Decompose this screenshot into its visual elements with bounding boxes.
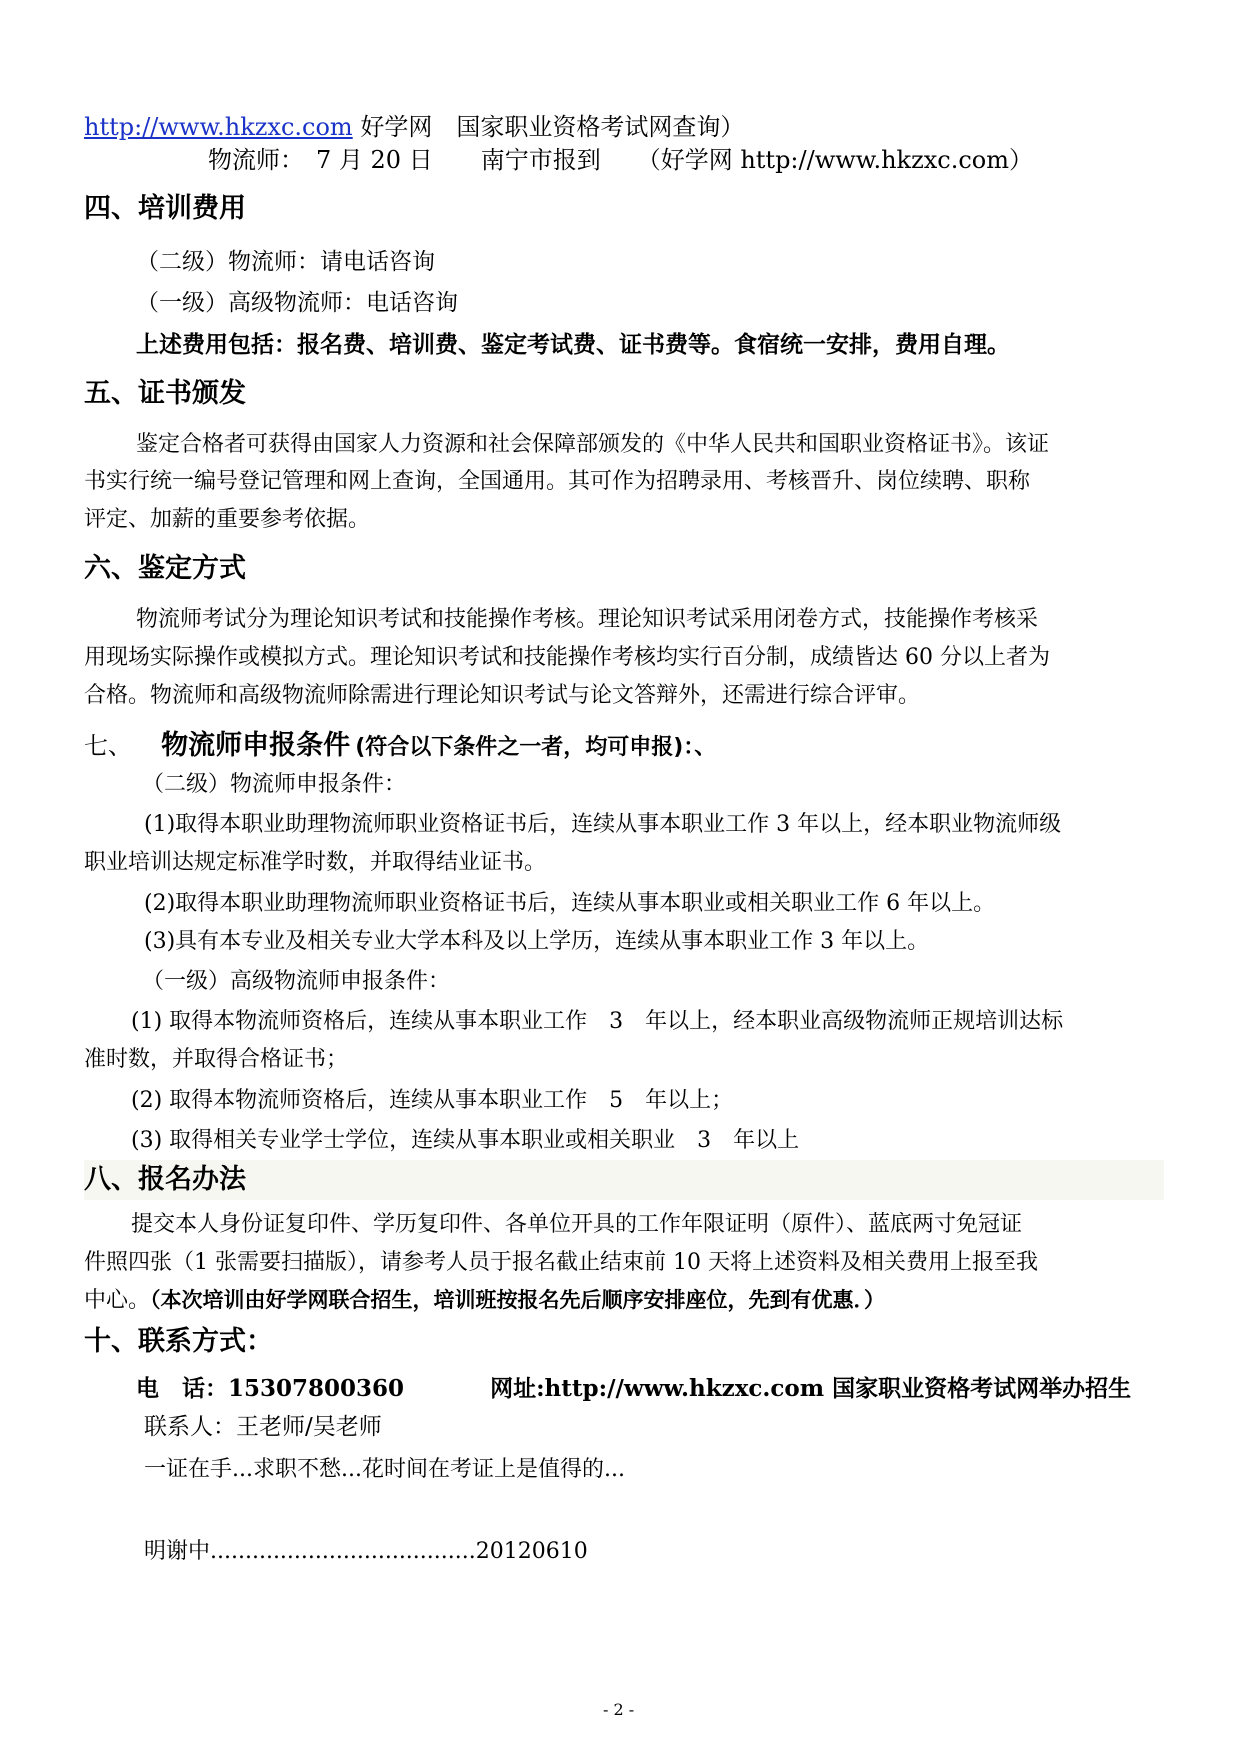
contact-person: 联系人：王老师/吴老师 [144,1414,382,1440]
sec6-line-3: 合格。物流师和高级物流师除需进行理论知识考试与论文答辩外，还需进行综合评审。 [84,683,921,708]
sec5-line-2: 书实行统一编号登记管理和网上查询，全国通用。其可作为招聘录用、考核晋升、岗位续聘、职称 [84,469,1031,494]
sec8-line-3 [84,1288,885,1314]
slogan: 一证在手...求职不愁...花时间在考证上是值得的... [144,1457,625,1482]
contact-website: 网址:http://www.hkzxc.com 国家职业资格考试网举办招生 [490,1375,1132,1402]
sec7-level1-title: （一级）高级物流师申报条件： [142,969,451,994]
contact-phone: 电 话：15307800360 [136,1375,405,1402]
section-4-heading: 四、培训费用 [84,193,246,224]
header-title: 好学网 国家职业资格考试网查询） [360,113,745,141]
fee-item-level1: （一级）高级物流师：电话咨询 [136,290,458,316]
header-line-2: 物流师： 7 月 20 日 南宁市报到 （好学网 http://www.hkzxc.com） [208,146,1033,174]
section-7-heading-note: (符合以下条件之一者，均可申报)：、 [355,735,717,760]
sec7-level1-cond-3: (3) 取得相关专业学士学位，连续从事本职业或相关职业 3 年以上 [131,1128,800,1153]
sec5-line-1: 鉴定合格者可获得由国家人力资源和社会保障部颁发的《中华人民共和国职业资格证书》。该证 [136,432,1050,457]
header-url-link[interactable]: http://www.hkzxc.com [84,113,353,141]
sec7-level1-cond-1b: 准时数，并取得合格证书； [84,1047,349,1072]
sec8-line-3-plain: 中心。 [84,1288,151,1313]
sec8-line-2: 件照四张（1 张需要扫描版），请参考人员于报名截止结束前 10 天将上述资料及相关费用上报至我 [84,1250,1038,1275]
section-10-heading: 十、联系方式： [84,1326,273,1357]
sec6-line-1: 物流师考试分为理论知识考试和技能操作考核。理论知识考试采用闭卷方式，技能操作考核采 [136,607,1039,632]
sec7-level2-title: （二级）物流师申报条件： [142,772,407,797]
sec7-level2-cond-2: (2)取得本职业助理物流师职业资格证书后，连续从事本职业或相关职业工作 6 年以上。 [144,891,996,916]
section-7-heading: 物流师申报条件 [161,730,351,761]
fee-includes-note: 上述费用包括：报名费、培训费、鉴定考试费、证书费等。食宿统一安排，费用自理。 [136,332,1010,358]
section-8-highlight [84,1160,1164,1200]
sec7-level2-cond-3: (3)具有本专业及相关专业大学本科及以上学历，连续从事本职业工作 3 年以上。 [144,929,930,954]
section-7-heading-row [84,730,716,762]
page-number: - 2 - [603,1700,635,1719]
sec7-level2-cond-1b: 职业培训达规定标准学时数，并取得结业证书。 [84,850,547,875]
sec7-level1-cond-1a: (1) 取得本物流师资格后，连续从事本职业工作 3 年以上，经本职业高级物流师正规培训达标 [131,1009,1064,1034]
contact-phone-row [136,1375,1131,1403]
sec8-joint-enrollment-note: （本次培训由好学网联合招生，培训班按报名先后顺序安排座位，先到有优惠．） [150,1288,886,1312]
sec7-level2-cond-1a: (1)取得本职业助理物流师职业资格证书后，连续从事本职业工作 3 年以上，经本职业物流师级 [144,812,1062,837]
sec7-level1-cond-2: (2) 取得本物流师资格后，连续从事本职业工作 5 年以上； [131,1088,734,1113]
sec5-line-3: 评定、加薪的重要参考依据。 [84,507,371,532]
signature-date: 明谢中......................................20120610 [144,1539,588,1564]
section-6-heading: 六、鉴定方式 [84,553,246,584]
header-line-1 [84,113,744,142]
section-8-heading: 八、报名办法 [84,1164,246,1195]
sec6-line-2: 用现场实际操作或模拟方式。理论知识考试和技能操作考核均实行百分制，成绩皆达 60 分以上者为 [84,645,1050,670]
sec8-line-1: 提交本人身份证复印件、学历复印件、各单位开具的工作年限证明（原件）、蓝底两寸免冠证 [131,1212,1023,1237]
section-7-number: 七、 [84,732,132,760]
fee-item-level2: （二级）物流师：请电话咨询 [136,249,435,275]
section-5-heading: 五、证书颁发 [84,378,246,409]
